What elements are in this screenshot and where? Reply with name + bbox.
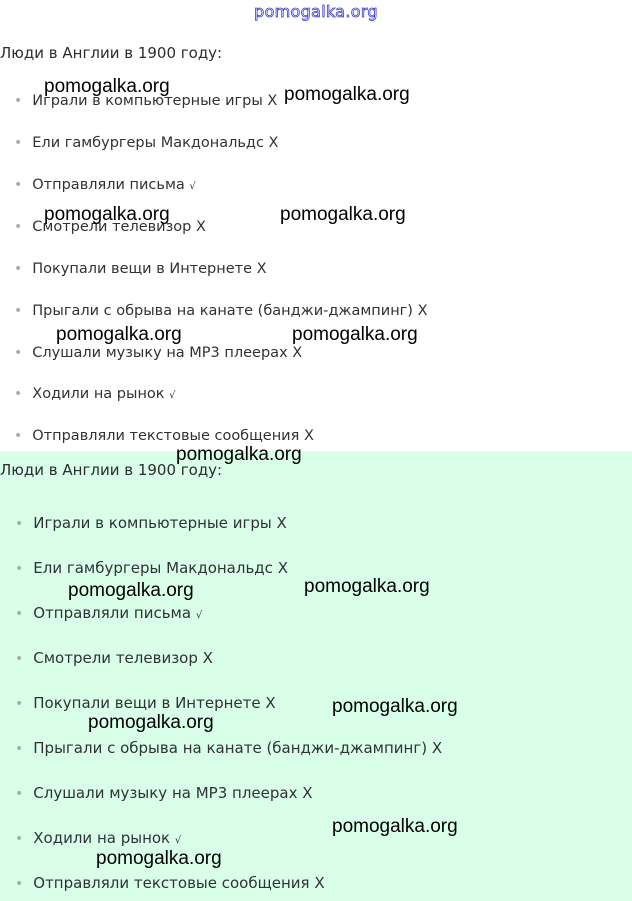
bullet-icon: • [15, 651, 24, 667]
item-mark: X [267, 93, 278, 109]
item-text: Ели гамбургеры Макдональдс [33, 559, 273, 577]
bullet-icon: • [15, 876, 24, 892]
item-mark: X [202, 649, 213, 667]
bullet-icon: • [14, 135, 23, 151]
item-text: Отправляли текстовые сообщения [32, 428, 300, 444]
item-text: Покупали вещи в Интернете [33, 694, 261, 712]
item-mark: √ [189, 181, 196, 192]
watermark: pomogalka.org [88, 712, 214, 733]
item-mark: X [196, 219, 206, 235]
watermark: pomogalka.org [304, 576, 430, 597]
bullet-icon: • [14, 303, 23, 319]
site-header: pomogalka.org [254, 2, 378, 21]
item-text: Отправляли письма [32, 177, 185, 193]
watermark: pomogalka.org [332, 696, 458, 717]
bullet-icon: • [14, 261, 23, 277]
item-mark: X [314, 874, 325, 892]
task-section-highlighted [0, 451, 632, 901]
list-item [14, 261, 267, 277]
item-mark: √ [174, 835, 182, 846]
item-text: Слушали музыку на MP3 плеерах [32, 345, 288, 361]
list-item [15, 874, 325, 892]
item-text: Слушали музыку на MP3 плеерах [33, 784, 298, 802]
list-item [14, 345, 302, 361]
item-text: Смотрели телевизор [33, 649, 198, 667]
item-mark: X [268, 135, 279, 151]
list-item [15, 784, 313, 802]
list-item [14, 428, 314, 444]
item-text: Покупали вещи в Интернете [32, 261, 253, 277]
list-item [15, 514, 287, 532]
item-mark: √ [169, 390, 176, 401]
item-text: Прыгали с обрыва на канате (банджи-джампинг) [33, 739, 428, 757]
list-item [15, 604, 202, 622]
item-mark: X [431, 739, 443, 757]
watermark: pomogalka.org [96, 848, 222, 869]
bullet-icon: • [14, 345, 23, 361]
item-text: Отправляли письма [33, 604, 192, 622]
item-mark: X [265, 694, 276, 712]
list-item [15, 829, 181, 847]
bullet-icon: • [15, 786, 24, 802]
watermark: pomogalka.org [44, 76, 170, 97]
watermark: pomogalka.org [280, 204, 406, 225]
watermark: pomogalka.org [332, 816, 458, 837]
item-mark: X [303, 428, 314, 444]
watermark: pomogalka.org [56, 324, 182, 345]
item-mark: X [292, 345, 303, 361]
bullet-icon: • [14, 428, 23, 444]
item-mark: X [256, 261, 267, 277]
bullet-icon: • [15, 606, 24, 622]
section-heading: Люди в Англии в 1900 году: [0, 44, 223, 62]
list-item [15, 739, 442, 757]
item-text: Отправляли текстовые сообщения [33, 874, 310, 892]
list-item [15, 694, 276, 712]
item-mark: √ [195, 610, 203, 621]
list-item [14, 386, 176, 402]
bullet-icon: • [15, 831, 24, 847]
item-text: Играли в компьютерные игры [32, 93, 263, 109]
item-text: Ходили на рынок [33, 829, 171, 847]
section-heading: Люди в Англии в 1900 году: [0, 461, 223, 479]
bullet-icon: • [15, 561, 24, 577]
list-item [14, 303, 428, 319]
item-text: Ели гамбургеры Макдональдс [32, 135, 264, 151]
bullet-icon: • [15, 696, 24, 712]
bullet-icon: • [15, 741, 24, 757]
bullet-icon: • [14, 219, 23, 235]
item-text: Прыгали с обрыва на канате (банджи-джампинг) [32, 303, 413, 319]
item-text: Ходили на рынок [32, 386, 165, 402]
item-text: Смотрели телевизор [32, 219, 192, 235]
bullet-icon: • [14, 386, 23, 402]
item-text: Играли в компьютерные игры [33, 514, 272, 532]
bullet-icon: • [14, 177, 23, 193]
watermark: pomogalka.org [44, 204, 170, 225]
watermark: pomogalka.org [292, 324, 418, 345]
item-mark: X [417, 303, 428, 319]
item-mark: X [276, 514, 287, 532]
item-mark: X [302, 784, 313, 802]
item-mark: X [277, 559, 288, 577]
list-item [15, 649, 213, 667]
list-item [14, 135, 278, 151]
watermark: pomogalka.org [284, 84, 410, 105]
bullet-icon: • [14, 93, 23, 109]
watermark: pomogalka.org [176, 444, 302, 465]
bullet-icon: • [15, 516, 24, 532]
list-item [14, 177, 196, 193]
watermark: pomogalka.org [68, 580, 194, 601]
list-item [15, 559, 288, 577]
